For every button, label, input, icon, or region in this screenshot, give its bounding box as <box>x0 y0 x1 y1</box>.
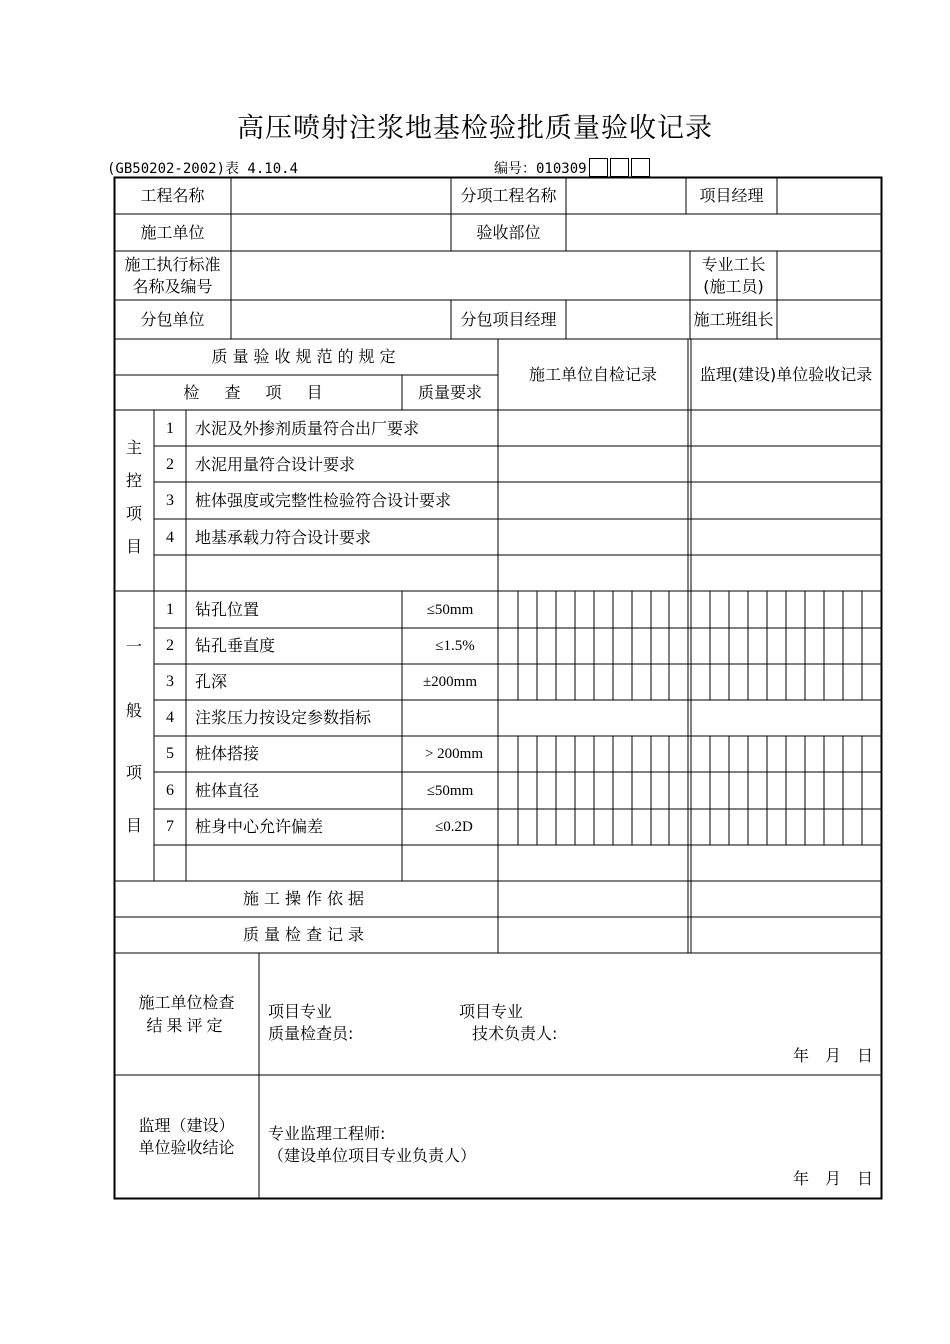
main-item-no: 4 <box>166 529 174 546</box>
subcontractor-field[interactable] <box>232 301 450 338</box>
acceptance-part-field[interactable] <box>567 215 880 250</box>
subcontractor-label: 分包单位 <box>140 310 205 329</box>
general-item-text: 桩体搭接 <box>195 744 260 763</box>
team-leader-field[interactable] <box>778 301 880 338</box>
quality-record-label: 质量检查记录 <box>242 925 369 944</box>
page-title: 高压喷射注浆地基检验批质量验收记录 <box>237 113 713 144</box>
project-name-label: 工程名称 <box>140 186 205 205</box>
operation-basis-self-field[interactable] <box>499 882 687 916</box>
quality-record-supervision-field[interactable] <box>692 918 880 952</box>
standard-label-line1: 施工执行标准 <box>124 255 221 274</box>
quality-record-self-field[interactable] <box>499 918 687 952</box>
tech-lead-label-line1: 项目专业 <box>459 1002 524 1021</box>
general-item-text: 钻孔位置 <box>195 600 260 619</box>
general-label-char4: 目 <box>125 816 142 835</box>
construction-eval-date: 年 月 日 <box>793 1046 874 1065</box>
general-item-requirement: ≤0.2D <box>435 819 473 835</box>
pm-label: 项目经理 <box>699 186 764 205</box>
general-item-text: 孔深 <box>195 672 228 691</box>
general-item-requirement: ≤50mm <box>426 602 474 618</box>
standard-field[interactable] <box>232 252 689 299</box>
acceptance-part-label: 验收部位 <box>476 223 541 242</box>
general-item-no: 6 <box>166 782 174 799</box>
general-item-requirement: > 200mm <box>424 746 484 762</box>
main-item-text: 桩体强度或完整性检验符合设计要求 <box>195 491 452 510</box>
general-item-requirement: ≤50mm <box>426 783 474 799</box>
quality-requirement-header: 质量要求 <box>417 383 482 402</box>
sub-pm-label: 分包项目经理 <box>460 310 557 329</box>
main-item-text: 水泥用量符合设计要求 <box>195 455 356 474</box>
general-item-text: 桩身中心允许偏差 <box>195 817 324 836</box>
standard-label-line2: 名称及编号 <box>132 277 213 296</box>
general-item-no: 2 <box>166 637 174 654</box>
sub-project-field[interactable] <box>567 178 685 213</box>
team-leader-label: 施工班组长 <box>693 310 774 329</box>
tech-lead-label-line2: 技术负责人: <box>472 1024 558 1043</box>
pm-field[interactable] <box>778 178 880 213</box>
main-control-label-char4: 目 <box>125 537 142 556</box>
construction-unit-field[interactable] <box>232 215 450 250</box>
project-name-field[interactable] <box>232 178 450 213</box>
general-label-char3: 项 <box>125 763 142 782</box>
supervision-eval-label-line2: 单位验收结论 <box>138 1138 235 1157</box>
operation-basis-label: 施工操作依据 <box>242 889 369 908</box>
supervision-header: 监理(建设)单位验收记录 <box>699 365 873 384</box>
supervising-engineer-label: 专业监理工程师: <box>268 1124 386 1143</box>
general-item-no: 5 <box>166 745 174 762</box>
foreman-label-line1: 专业工长 <box>701 255 766 274</box>
construction-eval-label-line1: 施工单位检查 <box>138 993 235 1012</box>
inspector-label-line2: 质量检查员: <box>268 1024 354 1043</box>
owner-representative-label: （建设单位项目专业负责人） <box>268 1146 477 1165</box>
general-item-no: 7 <box>166 818 174 835</box>
general-item-requirement: ≤1.5% <box>435 638 475 654</box>
general-item-text: 桩体直径 <box>195 781 260 800</box>
sub-pm-field[interactable] <box>567 301 689 338</box>
supervision-eval-date: 年 月 日 <box>793 1169 874 1188</box>
main-control-label-char1: 主 <box>125 438 142 457</box>
check-item-header: 检 查 项 目 <box>183 383 333 402</box>
construction-eval-label-line2: 结果评定 <box>146 1016 227 1035</box>
main-item-text: 地基承载力符合设计要求 <box>195 528 372 547</box>
general-label-char2: 般 <box>125 701 142 720</box>
inspector-label-line1: 项目专业 <box>268 1002 333 1021</box>
general-label-char1: 一 <box>125 637 142 656</box>
operation-basis-supervision-field[interactable] <box>692 882 880 916</box>
main-control-label-char2: 控 <box>125 471 142 490</box>
supervision-eval-label-line1: 监理（建设） <box>138 1116 235 1135</box>
construction-unit-label: 施工单位 <box>140 223 205 242</box>
serial-label: 编号：010309 <box>494 161 587 177</box>
general-item-requirement: ±200mm <box>422 674 478 690</box>
main-control-label-char3: 项 <box>125 504 142 523</box>
foreman-field[interactable] <box>778 252 880 299</box>
general-item-no: 3 <box>166 673 174 690</box>
main-item-no: 2 <box>166 456 174 473</box>
spec-title: 质量验收规范的规定 <box>211 347 401 366</box>
general-item-text: 注浆压力按设定参数指标 <box>195 708 372 727</box>
general-item-no: 4 <box>166 709 174 726</box>
general-item-no: 1 <box>166 601 174 618</box>
main-item-no: 1 <box>166 420 174 437</box>
code-reference: (GB50202-2002)表 4.10.4 <box>107 161 299 177</box>
self-check-header: 施工单位自检记录 <box>528 365 657 384</box>
sub-project-label: 分项工程名称 <box>460 186 557 205</box>
main-item-no: 3 <box>166 492 174 509</box>
main-item-text: 水泥及外掺剂质量符合出厂要求 <box>195 419 420 438</box>
foreman-label-line2: (施工员) <box>703 277 764 296</box>
general-item-text: 钻孔垂直度 <box>195 636 276 655</box>
